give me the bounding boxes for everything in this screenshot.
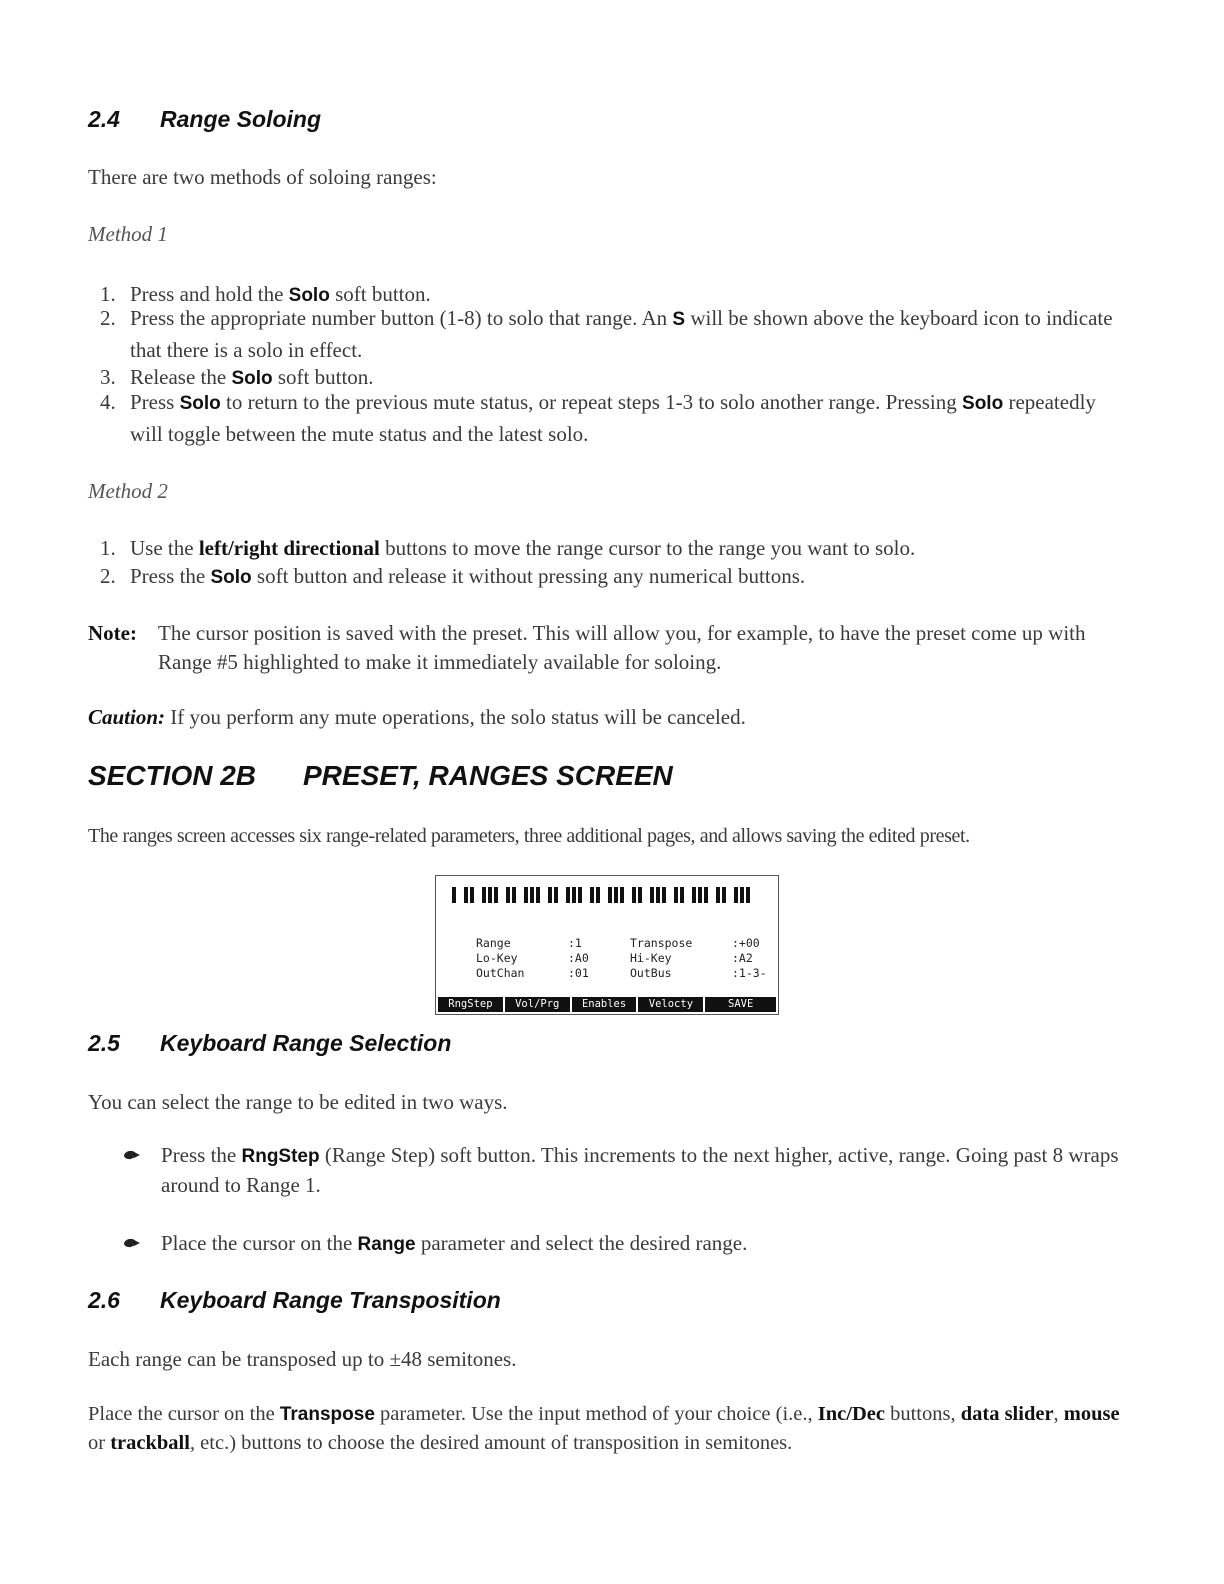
bullet-text: Press the (161, 1143, 242, 1167)
param-transpose-value[interactable]: :+00 (732, 936, 760, 950)
save-soft-button[interactable]: SAVE (705, 997, 776, 1012)
intro-paragraph: There are two methods of soloing ranges: (88, 165, 437, 189)
list-text: Release the (130, 365, 232, 389)
body-text: , etc.) buttons to choose the desired amount of transposition in semitones. (189, 1432, 793, 1454)
section-title: Keyboard Range Selection (160, 1030, 452, 1056)
section-2-6-paragraph (88, 1400, 1133, 1458)
param-row (476, 936, 776, 951)
param-out-bus-value[interactable]: :1-3- (732, 966, 767, 980)
pointing-hand-bullet-icon (124, 1239, 138, 1247)
param-out-chan-label: OutChan (476, 966, 525, 980)
section-2b-label: SECTION 2B (88, 760, 257, 791)
list-text: Press the appropriate number button (1-8) to solo that range. An (130, 306, 673, 330)
solo-term: Solo (962, 393, 1004, 414)
list-text: soft button. (329, 282, 431, 306)
section-number: 2.5 (88, 1030, 120, 1056)
bullet-text: (Range Step) soft button. This increments to the next higher, active, range. Going past 8 wraps around to Range 1. (161, 1143, 1119, 1197)
bullet-item (124, 1229, 1132, 1259)
list-item (100, 533, 1130, 563)
note-label: Note: (88, 621, 137, 645)
body-text: or (88, 1432, 111, 1454)
soft-button-bar (438, 997, 776, 1012)
list-number: 1. (100, 282, 116, 306)
list-number: 2. (100, 306, 116, 330)
param-lo-key-value[interactable]: :A0 (568, 951, 589, 965)
param-range-label: Range (476, 936, 511, 950)
rngstep-soft-button[interactable]: RngStep (438, 997, 503, 1012)
trackball-term: trackball (110, 1432, 190, 1454)
list-text: repeatedly will toggle between the mute status and the latest solo. (130, 390, 1096, 446)
transpose-term: Transpose (279, 1404, 375, 1425)
section-number: 2.6 (88, 1287, 120, 1313)
note-block (88, 619, 1133, 679)
vol-prg-soft-button[interactable]: Vol/Prg (505, 997, 570, 1012)
param-range-value[interactable]: :1 (568, 936, 582, 950)
list-text: Press (130, 390, 180, 414)
range-parameters (476, 936, 776, 981)
body-text: parameter. Use the input method of your choice (i.e., (374, 1403, 818, 1425)
section-2-6-heading (88, 1287, 788, 1317)
solo-term: Solo (288, 285, 330, 306)
bullet-item (124, 1141, 1132, 1201)
list-number: 3. (100, 365, 116, 389)
ranges-screen-figure (435, 875, 779, 1015)
solo-term: Solo (231, 368, 273, 389)
inc-dec-term: Inc/Dec (817, 1403, 885, 1425)
list-text: Press and hold the (130, 282, 289, 306)
mouse-term: mouse (1063, 1403, 1120, 1425)
list-text: soft button. (272, 365, 374, 389)
solo-term: Solo (210, 567, 252, 588)
list-item (100, 303, 1130, 363)
list-text: soft button and release it without pressing any numerical buttons. (251, 564, 806, 588)
list-number: 1. (100, 536, 116, 560)
list-item (100, 561, 1130, 591)
bullet-text: Place the cursor on the (161, 1231, 358, 1255)
note-text: The cursor position is saved with the preset. This will allow you, for example, to have the preset come up with Range #5 highlighted to make it immediately available for soloing. (158, 621, 1086, 674)
bullet-text: parameter and select the desired range. (415, 1231, 748, 1255)
enables-soft-button[interactable]: Enables (572, 997, 637, 1012)
param-transpose-label: Transpose (630, 936, 693, 950)
section-title: Range Soloing (160, 106, 321, 132)
caution-text: If you perform any mute operations, the solo status will be canceled. (170, 705, 746, 729)
section-2-5-intro: You can select the range to be edited in two ways. (88, 1090, 508, 1114)
section-2b-intro: The ranges screen accesses six range-related parameters, three additional pages, and allows saving the edited preset. (88, 825, 970, 847)
param-hi-key-value[interactable]: :A2 (732, 951, 753, 965)
list-number: 4. (100, 390, 116, 414)
section-2-6-paragraph: Each range can be transposed up to ±48 semitones. (88, 1347, 517, 1371)
section-2-5-heading (88, 1030, 788, 1060)
section-number: 2.4 (88, 106, 120, 132)
list-number: 2. (100, 564, 116, 588)
list-text: will be shown above the keyboard icon to indicate that there is a solo in effect. (130, 306, 1113, 362)
rngstep-term: RngStep (241, 1146, 320, 1167)
method-1-label: Method 1 (88, 222, 168, 246)
velocty-soft-button[interactable]: Velocty (638, 997, 703, 1012)
caution-block (88, 703, 1133, 732)
range-term: Range (357, 1234, 416, 1255)
list-text: buttons to move the range cursor to the range you want to solo. (379, 536, 916, 560)
list-item (100, 387, 1130, 447)
section-2b-title: PRESET, RANGES SCREEN (303, 760, 673, 791)
param-lo-key-label: Lo-Key (476, 951, 518, 965)
list-text: to return to the previous mute status, or repeat steps 1-3 to solo another range. Pressing (220, 390, 963, 414)
param-out-chan-value[interactable]: :01 (568, 966, 589, 980)
param-row (476, 966, 776, 981)
param-hi-key-label: Hi-Key (630, 951, 672, 965)
body-text: , (1053, 1403, 1064, 1425)
method-2-label: Method 2 (88, 479, 168, 503)
body-text: Place the cursor on the (88, 1403, 280, 1425)
section-2-4-heading (88, 106, 688, 136)
section-title: Keyboard Range Transposition (160, 1287, 501, 1313)
solo-indicator-term: S (672, 309, 686, 330)
param-out-bus-label: OutBus (630, 966, 672, 980)
list-text: Use the (130, 536, 199, 560)
body-text: buttons, (884, 1403, 961, 1425)
caution-label: Caution: (88, 705, 166, 729)
pointing-hand-bullet-icon (124, 1151, 138, 1159)
data-slider-term: data slider (960, 1403, 1054, 1425)
list-text: Press the (130, 564, 211, 588)
param-row (476, 951, 776, 966)
keyboard-icon (448, 886, 766, 904)
directional-term: left/right directional (198, 536, 380, 560)
solo-term: Solo (179, 393, 221, 414)
